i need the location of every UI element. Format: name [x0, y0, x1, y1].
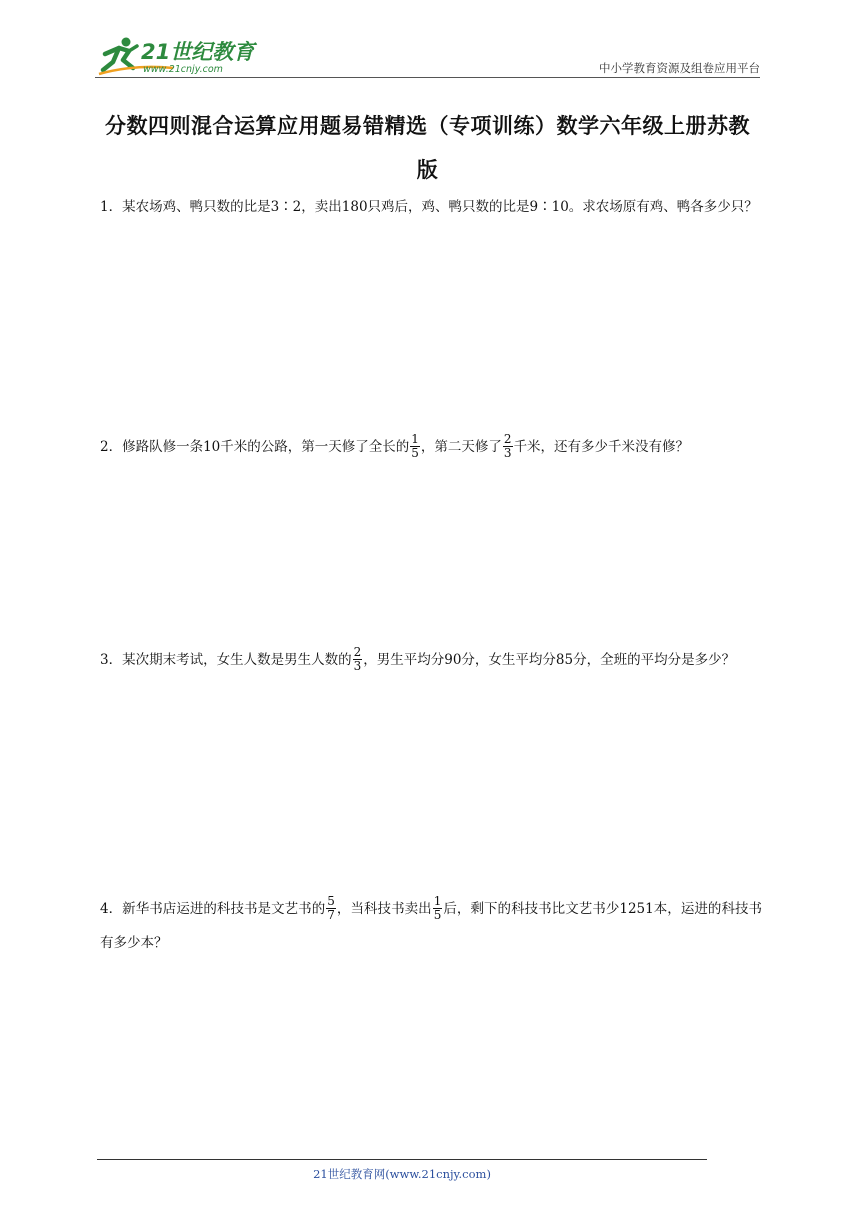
question-text: 某次期末考试，女生人数是男生人数的 — [122, 652, 352, 668]
fraction-numerator: 1 — [411, 432, 419, 446]
question-text: ，第二天修了 — [420, 439, 502, 455]
fraction-numerator: 2 — [503, 432, 512, 446]
footer-divider — [97, 1159, 707, 1160]
question-3 — [100, 643, 762, 677]
question-text: 修路队修一条10千米的公路，第一天修了全长的 — [122, 439, 410, 455]
question-2 — [100, 430, 762, 464]
fraction — [503, 433, 513, 460]
runner-logo-icon — [95, 34, 265, 76]
question-number: 2． — [100, 439, 123, 455]
question-text: 新华书店运进的科技书是文艺书的 — [122, 901, 326, 917]
fraction — [353, 646, 363, 673]
fraction-denominator: 3 — [503, 446, 512, 460]
logo — [95, 34, 265, 76]
question-number: 4． — [100, 901, 123, 917]
svg-text:www.21cnjy.com: www.21cnjy.com — [143, 64, 223, 75]
question-text: 千米，还有多少千米没有修？ — [513, 439, 690, 455]
question-number: 3． — [100, 652, 123, 668]
question-number: 1． — [100, 199, 123, 215]
fraction-numerator: 1 — [433, 894, 442, 908]
footer-link[interactable]: 21世纪教育网(www.21cnjy.com) — [313, 1167, 491, 1181]
question-4 — [100, 892, 762, 960]
fraction — [433, 895, 443, 922]
fraction-denominator: 5 — [433, 908, 442, 922]
question-text: ，当科技书卖出 — [336, 901, 432, 917]
page-title: 分数四则混合运算应用题易错精选（专项训练）数学六年级上册苏教版 — [105, 114, 750, 182]
question-text: 某农场鸡、鸭只数的比是3∶2，卖出180只鸡后，鸡、鸭只数的比是9∶10。求农场原有鸡、鸭各多少只？ — [122, 199, 758, 215]
fraction — [326, 895, 336, 922]
header-platform-text: 中小学教育资源及组卷应用平台 — [599, 61, 760, 75]
header-divider — [95, 77, 760, 78]
fraction-numerator: 2 — [353, 645, 362, 659]
fraction — [410, 433, 420, 460]
fraction-denominator: 3 — [353, 659, 362, 673]
svg-text:21世纪教育: 21世纪教育 — [141, 40, 255, 64]
fraction-numerator: 5 — [327, 894, 335, 908]
fraction-denominator: 7 — [327, 908, 335, 922]
fraction-denominator: 5 — [411, 446, 419, 460]
page-header — [95, 30, 760, 78]
question-text: 后，剩下的科技书比文艺书少1251本，运进的科技书有多少本？ — [100, 901, 763, 951]
question-1 — [100, 190, 762, 224]
question-text: ，男生平均分90分，女生平均分85分，全班的平均分是多少？ — [363, 652, 736, 668]
